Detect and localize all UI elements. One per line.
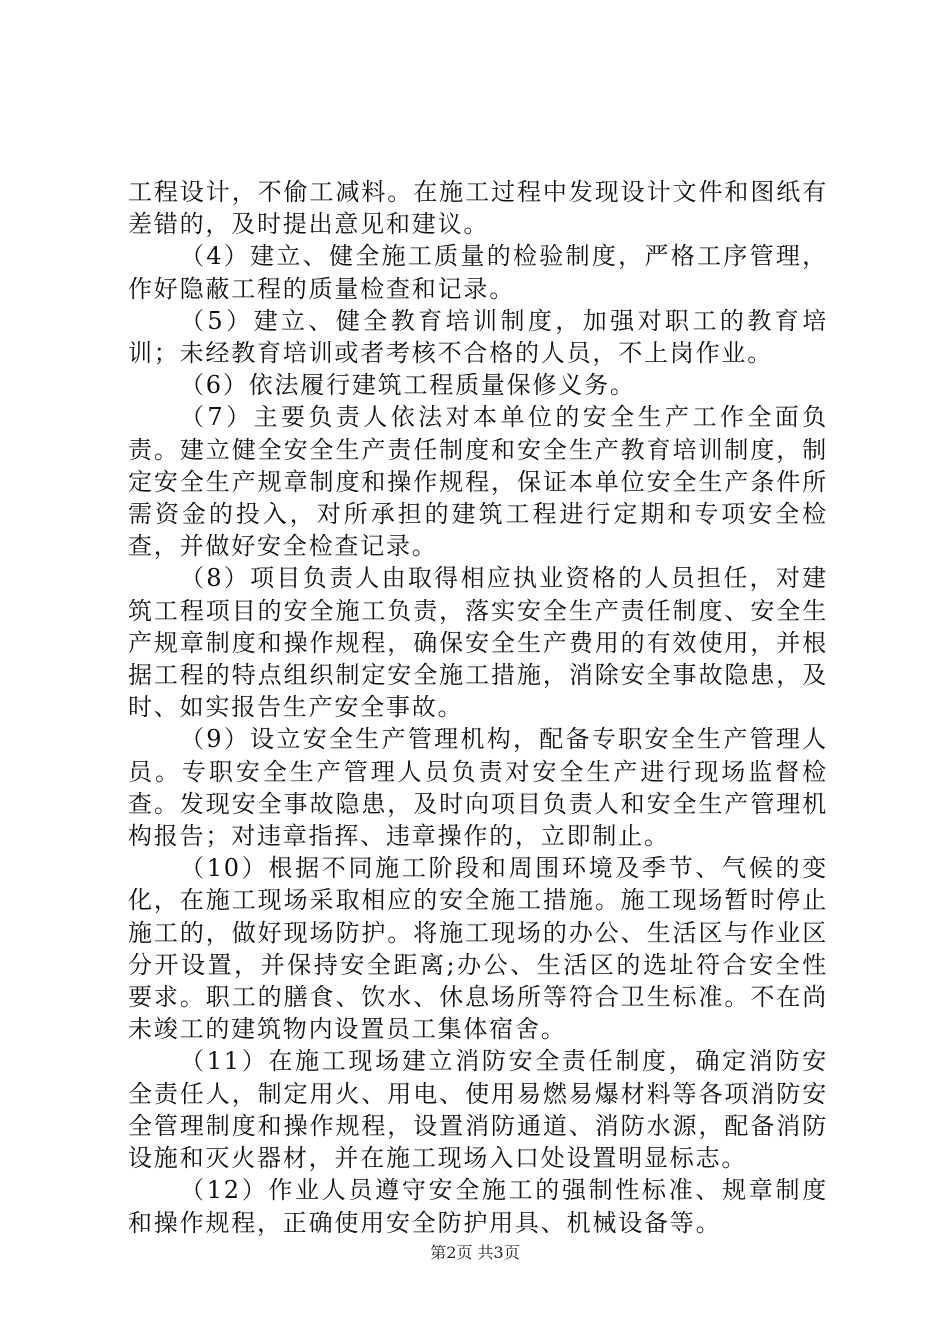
- paragraph-item-9: （9）设立安全生产管理机构，配备专职安全生产管理人员。专职安全生产管理人员负责对安全生产进行现场监督检查。发现安全事故隐患，及时向项目负责人和安全生产管理机构报告；对违章指挥、违章操作的，立即制止。: [128, 725, 828, 851]
- paragraph-item-10: （10）根据不同施工阶段和周围环境及季节、气候的变化，在施工现场采取相应的安全施工措施。施工现场暂时停止施工的，做好现场防护。将施工现场的办公、生活区与作业区分开设置，并保持安全距离;办公、生活区的选址符合安全性要求。职工的膳食、饮水、休息场所等符合卫生标准。不在尚未竣工的建筑物内设置员工集体宿舍。: [128, 854, 828, 1044]
- paragraph-item-5: （5）建立、健全教育培训制度，加强对职工的教育培训；未经教育培训或者考核不合格的人员，不上岗作业。: [128, 306, 828, 368]
- page-number-label: 第2页 共3页: [430, 1243, 520, 1262]
- paragraph-item-8: （8）项目负责人由取得相应执业资格的人员担任，对建筑工程项目的安全施工负责，落实安全生产责任制度、安全生产规章制度和操作规程，确保安全生产费用的有效使用，并根据工程的特点组织制定安全施工措施，消除安全事故隐患，及时、如实报告生产安全事故。: [128, 564, 828, 722]
- paragraph-item-11: （11）在施工现场建立消防安全责任制度，确定消防安全责任人，制定用火、用电、使用易燃易爆材料等各项消防安全管理制度和操作规程，设置消防通道、消防水源，配备消防设施和灭火器材，并在施工现场入口处设置明显标志。: [128, 1047, 828, 1173]
- paragraph-item-7: （7）主要负责人依法对本单位的安全生产工作全面负责。建立健全安全生产责任制度和安全生产教育培训制度，制定安全生产规章制度和操作规程，保证本单位安全生产条件所需资金的投入，对所承担的建筑工程进行定期和专项安全检查，并做好安全检查记录。: [128, 403, 828, 561]
- paragraph-item-12: （12）作业人员遵守安全施工的强制性标准、规章制度和操作规程，正确使用安全防护用具、机械设备等。: [128, 1176, 828, 1237]
- paragraph-continuation: 工程设计，不偷工减料。在施工过程中发现设计文件和图纸有差错的，及时提出意见和建议。: [128, 178, 828, 239]
- document-body: [128, 176, 828, 1239]
- paragraph-item-4: （4）建立、健全施工质量的检验制度，严格工序管理，作好隐蔽工程的质量检查和记录。: [128, 242, 828, 303]
- paragraph-item-6: （6）依法履行建筑工程质量保修义务。: [180, 371, 636, 400]
- page-footer: [0, 1243, 950, 1263]
